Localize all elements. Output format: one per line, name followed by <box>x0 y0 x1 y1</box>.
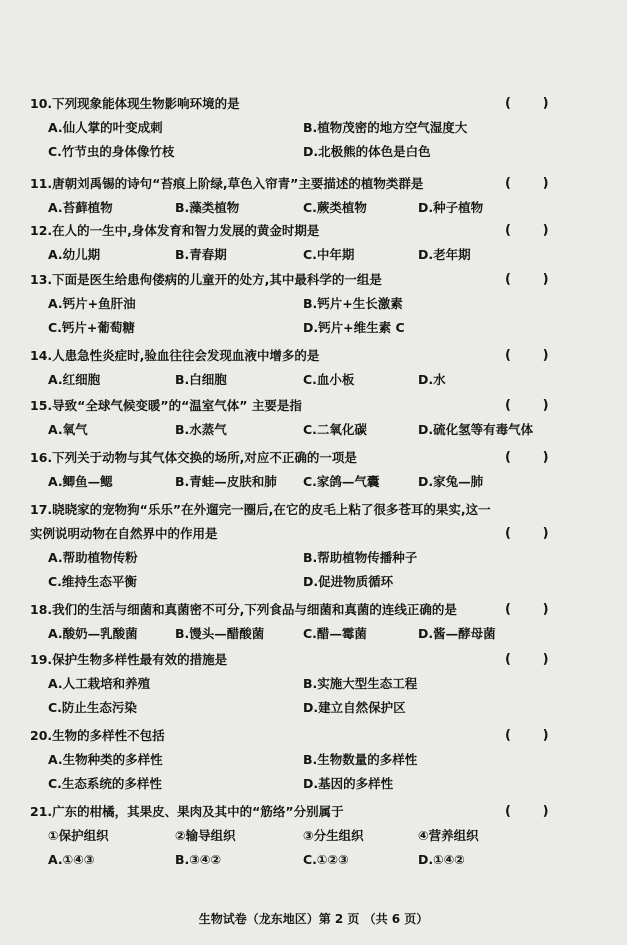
question-stem: 10.下列现象能体现生物影响环境的是 <box>30 96 240 111</box>
answer-option[interactable]: A.幼儿期 <box>48 247 101 262</box>
answer-option[interactable]: A.鲫鱼—鳃 <box>48 474 113 489</box>
answer-option[interactable]: B.藻类植物 <box>175 200 240 215</box>
answer-option[interactable]: ③分生组织 <box>303 828 364 843</box>
answer-option[interactable]: D.家兔—肺 <box>418 474 484 489</box>
answer-blank: ( ) <box>505 652 549 667</box>
answer-option[interactable]: B.③④② <box>175 852 222 867</box>
answer-option[interactable]: B.生物数量的多样性 <box>303 752 418 767</box>
answer-option[interactable]: D.种子植物 <box>418 200 484 215</box>
answer-option[interactable]: A.红细胞 <box>48 372 101 387</box>
answer-option[interactable]: B.馒头—醋酸菌 <box>175 626 265 641</box>
answer-option[interactable]: C.中年期 <box>303 247 355 262</box>
answer-option[interactable]: D.酱—酵母菌 <box>418 626 496 641</box>
answer-blank: ( ) <box>505 96 549 111</box>
answer-option[interactable]: B.青春期 <box>175 247 227 262</box>
answer-blank: ( ) <box>505 602 549 617</box>
answer-option[interactable]: B.水蒸气 <box>175 422 227 437</box>
answer-blank: ( ) <box>505 176 549 191</box>
question-stem: 19.保护生物多样性最有效的措施是 <box>30 652 228 667</box>
answer-option[interactable]: A.帮助植物传粉 <box>48 550 138 565</box>
answer-option[interactable]: B.钙片+生长激素 <box>303 296 403 311</box>
answer-option[interactable]: C.防止生态污染 <box>48 700 137 715</box>
answer-blank: ( ) <box>505 450 549 465</box>
answer-option[interactable]: C.①②③ <box>303 852 349 867</box>
answer-option[interactable]: D.水 <box>418 372 446 387</box>
answer-option[interactable]: D.基因的多样性 <box>303 776 394 791</box>
answer-option[interactable]: B.植物茂密的地方空气湿度大 <box>303 120 468 135</box>
answer-option[interactable]: D.建立自然保护区 <box>303 700 406 715</box>
answer-blank: ( ) <box>505 804 549 819</box>
question-stem: 12.在人的一生中,身体发育和智力发展的黄金时期是 <box>30 223 320 238</box>
answer-option[interactable]: B.青蛙—皮肤和肺 <box>175 474 277 489</box>
answer-option[interactable]: ①保护组织 <box>48 828 109 843</box>
answer-option[interactable]: D.钙片+维生素 C <box>303 320 405 335</box>
page-footer: 生物试卷（龙东地区）第 2 页 （共 6 页） <box>198 912 429 926</box>
answer-option[interactable]: C.竹节虫的身体像竹枝 <box>48 144 175 159</box>
answer-blank: ( ) <box>505 728 549 743</box>
answer-option[interactable]: A.仙人掌的叶变成刺 <box>48 120 163 135</box>
answer-option[interactable]: D.老年期 <box>418 247 471 262</box>
answer-blank: ( ) <box>505 348 549 363</box>
question-stem: 20.生物的多样性不包括 <box>30 728 165 743</box>
answer-option[interactable]: A.氧气 <box>48 422 88 437</box>
question-stem: 15.导致“全球气候变暖”的“温室气体” 主要是指 <box>30 398 302 413</box>
question-stem: 11.唐朝刘禹锡的诗句“苔痕上阶绿,草色入帘青”主要描述的植物类群是 <box>30 176 424 191</box>
question-stem: 18.我们的生活与细菌和真菌密不可分,下列食品与细菌和真菌的连线正确的是 <box>30 602 457 617</box>
answer-option[interactable]: A.苔藓植物 <box>48 200 113 215</box>
answer-blank: ( ) <box>505 272 549 287</box>
question-stem: 实例说明动物在自然界中的作用是 <box>30 526 218 541</box>
answer-option[interactable]: C.血小板 <box>303 372 355 387</box>
question-stem: 16.下列关于动物与其气体交换的场所,对应不正确的一项是 <box>30 450 357 465</box>
answer-option[interactable]: B.帮助植物传播种子 <box>303 550 418 565</box>
answer-blank: ( ) <box>505 223 549 238</box>
question-stem: 14.人患急性炎症时,验血往往会发现血液中增多的是 <box>30 348 320 363</box>
answer-option[interactable]: ④营养组织 <box>418 828 479 843</box>
question-stem: 21.广东的柑橘，其果皮、果肉及其中的“筋络”分别属于 <box>30 804 344 819</box>
answer-option[interactable]: C.醋—霉菌 <box>303 626 367 641</box>
answer-option[interactable]: A.酸奶—乳酸菌 <box>48 626 138 641</box>
answer-option[interactable]: C.生态系统的多样性 <box>48 776 162 791</box>
answer-option[interactable]: D.北极熊的体色是白色 <box>303 144 431 159</box>
answer-option[interactable]: D.①④② <box>418 852 465 867</box>
answer-option[interactable]: B.白细胞 <box>175 372 227 387</box>
answer-option[interactable]: C.二氧化碳 <box>303 422 367 437</box>
question-stem: 13.下面是医生给患佝偻病的儿童开的处方,其中最科学的一组是 <box>30 272 382 287</box>
answer-option[interactable]: ②输导组织 <box>175 828 236 843</box>
answer-option[interactable]: D.硫化氢等有毒气体 <box>418 422 534 437</box>
question-stem: 17.晓晓家的宠物狗“乐乐”在外遛完一圈后,在它的皮毛上粘了很多苍耳的果实,这一 <box>30 502 491 517</box>
answer-option[interactable]: C.家鸽—气囊 <box>303 474 380 489</box>
answer-option[interactable]: D.促进物质循环 <box>303 574 394 589</box>
answer-blank: ( ) <box>505 526 549 541</box>
answer-option[interactable]: A.①④③ <box>48 852 95 867</box>
answer-option[interactable]: A.钙片+鱼肝油 <box>48 296 136 311</box>
answer-option[interactable]: C.蕨类植物 <box>303 200 367 215</box>
answer-option[interactable]: A.人工栽培和养殖 <box>48 676 151 691</box>
answer-option[interactable]: C.钙片+葡萄糖 <box>48 320 135 335</box>
answer-blank: ( ) <box>505 398 549 413</box>
answer-option[interactable]: A.生物种类的多样性 <box>48 752 163 767</box>
answer-option[interactable]: B.实施大型生态工程 <box>303 676 418 691</box>
answer-option[interactable]: C.维持生态平衡 <box>48 574 137 589</box>
